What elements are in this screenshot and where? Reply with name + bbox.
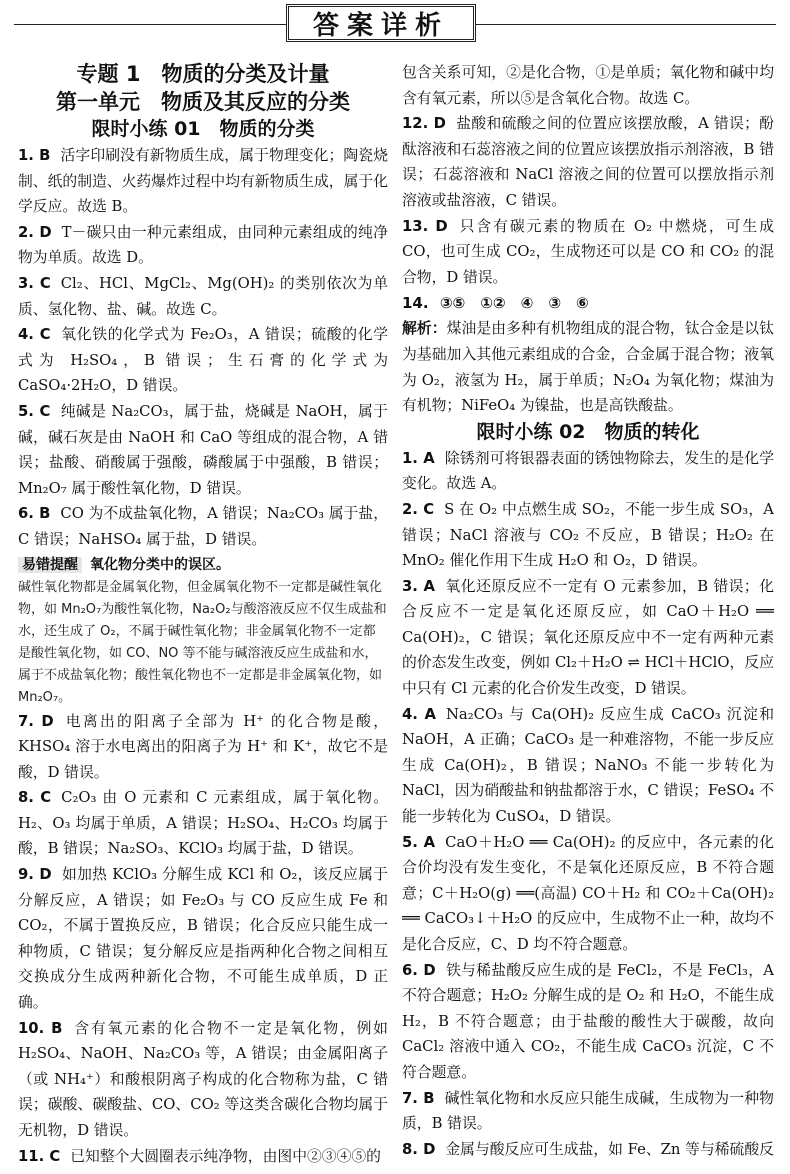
answer-14: 14. ③⑤ ①② ④ ③ ⑥ (402, 294, 589, 313)
answer-continuation: 包含关系可知，②是化合物，①是单质；氧化物和碱中均含有氧元素，所以⑤是含氧化合物。故选 C。 (402, 64, 774, 107)
answer-item: 4. A Na₂CO₃ 与 Ca(OH)₂ 反应生成 CaCO₃ 沉淀和 NaOH，A 正确；CaCO₃ 是一种难溶物，不能一步反应生成 Ca(OH)₂，B 错误；NaNO₃ 不能一步转化为 NaCl，因为硝酸盐和钠盐都溶于水，C 错误；FeSO₄ 不能一步转化为 CuSO₄，D 错误。 (402, 705, 774, 826)
page-title: 答案详析 (286, 4, 476, 42)
answer-item: 5. A CaO＋H₂O ══ Ca(OH)₂ 的反应中，各元素的化合价均没有发生变化，不是氧化还原反应，B 不符合题意；C＋H₂O(g) ══(高温) CO＋H₂ 和 CO₂＋Ca(OH)₂ ══ CaCO₃↓＋H₂O 的反应中，生成物不止一种，故均不是化合反应，C、D 均不符合题意。 (402, 833, 774, 953)
answer-item: 11. C 已知整个大圆圈表示纯净物，由图中②③④⑤的 (18, 1147, 381, 1165)
error-tip-label: 易错提醒 (18, 557, 82, 573)
answer-item: 12. D 盐酸和硫酸之间的位置应该摆放酸，A 错误；酚酞溶液和石蕊溶液之间的位置应该摆放指示剂溶液，B 错误；石蕊溶液和 NaCl 溶液之间的位置可以摆放指示剂溶液或盐溶液，C 错误。 (402, 115, 774, 209)
answer-item: 6. B CO 为不成盐氧化物，A 错误；Na₂CO₃ 属于盐，C 错误；NaHSO₄ 属于盐，D 错误。 (18, 505, 388, 548)
answer-item: 6. D 铁与稀盐酸反应生成的是 FeCl₂，不是 FeCl₃，A 不符合题意；H₂O₂ 分解生成的是 O₂ 和 H₂O，不能生成 H₂，B 不符合题意；由于盐酸的酸性大于碳酸，故向 CaCl₂ 溶液中通入 CO₂，不能生成 CaCO₃ 沉淀，C 不符合题意。 (402, 961, 774, 1081)
page-header (0, 0, 790, 50)
left-column (18, 60, 388, 1170)
right-column (402, 60, 774, 1170)
section-heading: 限时小练 01 物质的分类 (91, 118, 315, 140)
answer-item: 5. C 纯碱是 Na₂CO₃，属于盐，烧碱是 NaOH，属于碱，碱石灰是由 NaOH 和 CaO 等组成的混合物，A 错误；盐酸、硝酸属于强酸，磷酸属于中强酸，B 错误；Mn₂O₇ 属于酸性氧化物，D 错误。 (18, 402, 388, 497)
answer-item: 8. D 金属与酸反应可生成盐，如 Fe、Zn 等与稀硫酸反 (402, 1140, 774, 1158)
answer-item: 1. A 除锈剂可将银器表面的锈蚀物除去，发生的是化学变化。故选 A。 (402, 449, 774, 493)
error-tip-text: 碱性氧化物都是金属氧化物，但金属氧化物不一定都是碱性氧化物，如 Mn₂O₇为酸性氧化物，Na₂O₂与酸溶液反应不仅生成盐和水，还生成了 O₂，不属于碱性氧化物；非金属氧化物不一定都是酸性氧化物，如 CO、NO 等不能与碱溶液反应生成盐和水，属于不成盐氧化物；酸性氧化物也不一定都是非金属氧化物，如 Mn₂O₇。 (18, 579, 387, 705)
answer-item: 8. C C₂O₃ 由 O 元素和 C 元素组成，属于氧化物。H₂、O₃ 均属于单质，A 错误；H₂SO₄、H₂CO₃ 均属于酸，B 错误；Na₂SO₃、KClO₃ 均属于盐，D 错误。 (18, 789, 388, 858)
section-heading: 限时小练 02 物质的转化 (476, 420, 700, 443)
answer-item: 9. D 如加热 KClO₃ 分解生成 KCl 和 O₂，该反应属于分解反应，A 错误；如 Fe₂O₃ 与 CO 反应生成 Fe 和 CO₂，不属于置换反应，B 错误；化合反应只能生成一种物质，C 错误；复分解反应是指两种化合物之间相互交换成分生成两种新化合物，不可能生成单质，D 正确。 (18, 866, 388, 1012)
answer-item: 7. B 碱性氧化物和水反应只能生成碱，生成物为一种物质，B 错误。 (402, 1089, 774, 1133)
answer-item: 3. A 氧化还原反应不一定有 O 元素参加，B 错误；化合反应不一定是氧化还原反应，如 CaO＋H₂O ══ Ca(OH)₂，C 错误；氧化还原反应中不一定有两种元素的价态发生改变，例如 Cl₂＋H₂O ⇌ HCl＋HClO，反应中只有 Cl 元素的化合价发生改变，D 错误。 (402, 577, 774, 698)
error-tip-heading: 易错提醒 氧化物分类中的误区。 (18, 553, 388, 577)
answer-item: 2. D T－碳只由一种元素组成，由同种元素组成的纯净物为单质。故选 D。 (18, 223, 388, 267)
answer-item: 10. B 含有氧元素的化合物不一定是氧化物，例如 H₂SO₄、NaOH、Na₂CO₃ 等，A 错误；由金属阳离子（或 NH₄⁺）和酸根阴离子构成的化合物称为盐，C 错误；碳酸、碳酸盐、CO、CO₂ 等这类含碳化合物均属于无机物，D 错误。 (18, 1019, 388, 1139)
answer-item: 1. B 活字印刷没有新物质生成，属于物理变化；陶瓷烧制、纸的制造、火药爆炸过程中均有新物质生成，属于化学反应。故选 B。 (18, 147, 388, 216)
topic-heading: 专题 1 物质的分类及计量 (76, 62, 330, 86)
answer-item: 2. C S 在 O₂ 中点燃生成 SO₂，不能一步生成 SO₃，A 错误；NaCl 溶液与 CO₂ 不反应，B 错误；H₂O₂ 在 MnO₂ 催化作用下生成 H₂O 和 O₂，D 错误。 (402, 500, 774, 570)
answer-item: 7. D 电离出的阳离子全部为 H⁺ 的化合物是酸，KHSO₄ 溶于水电离出的阳离子为 H⁺ 和 K⁺，故它不是酸，D 错误。 (18, 712, 388, 781)
answer-item: 13. D 只含有碳元素的物质在 O₂ 中燃烧，可生成 CO，也可生成 CO₂，生成物还可以是 CO 和 CO₂ 的混合物，D 错误。 (402, 217, 774, 286)
unit-heading: 第一单元 物质及其反应的分类 (56, 90, 350, 114)
answer-14-analysis: 解析：煤油是由多种有机物组成的混合物，钛合金是以钛为基础加入其他元素组成的合金，合金属于混合物；液氧为 O₂，液氢为 H₂，属于单质；N₂O₄ 为氧化物；煤油为有机物；NiFeO₄ 为镍盐，也是高铁酸盐。 (402, 320, 774, 415)
answer-item: 4. C 氧化铁的化学式为 Fe₂O₃，A 错误；硫酸的化学式为 H₂SO₄，B 错误；生石膏的化学式为 CaSO₄·2H₂O，D 错误。 (18, 326, 388, 395)
answer-item: 3. C Cl₂、HCl、MgCl₂、Mg(OH)₂ 的类别依次为单质、氢化物、盐、碱。故选 C。 (18, 274, 388, 318)
